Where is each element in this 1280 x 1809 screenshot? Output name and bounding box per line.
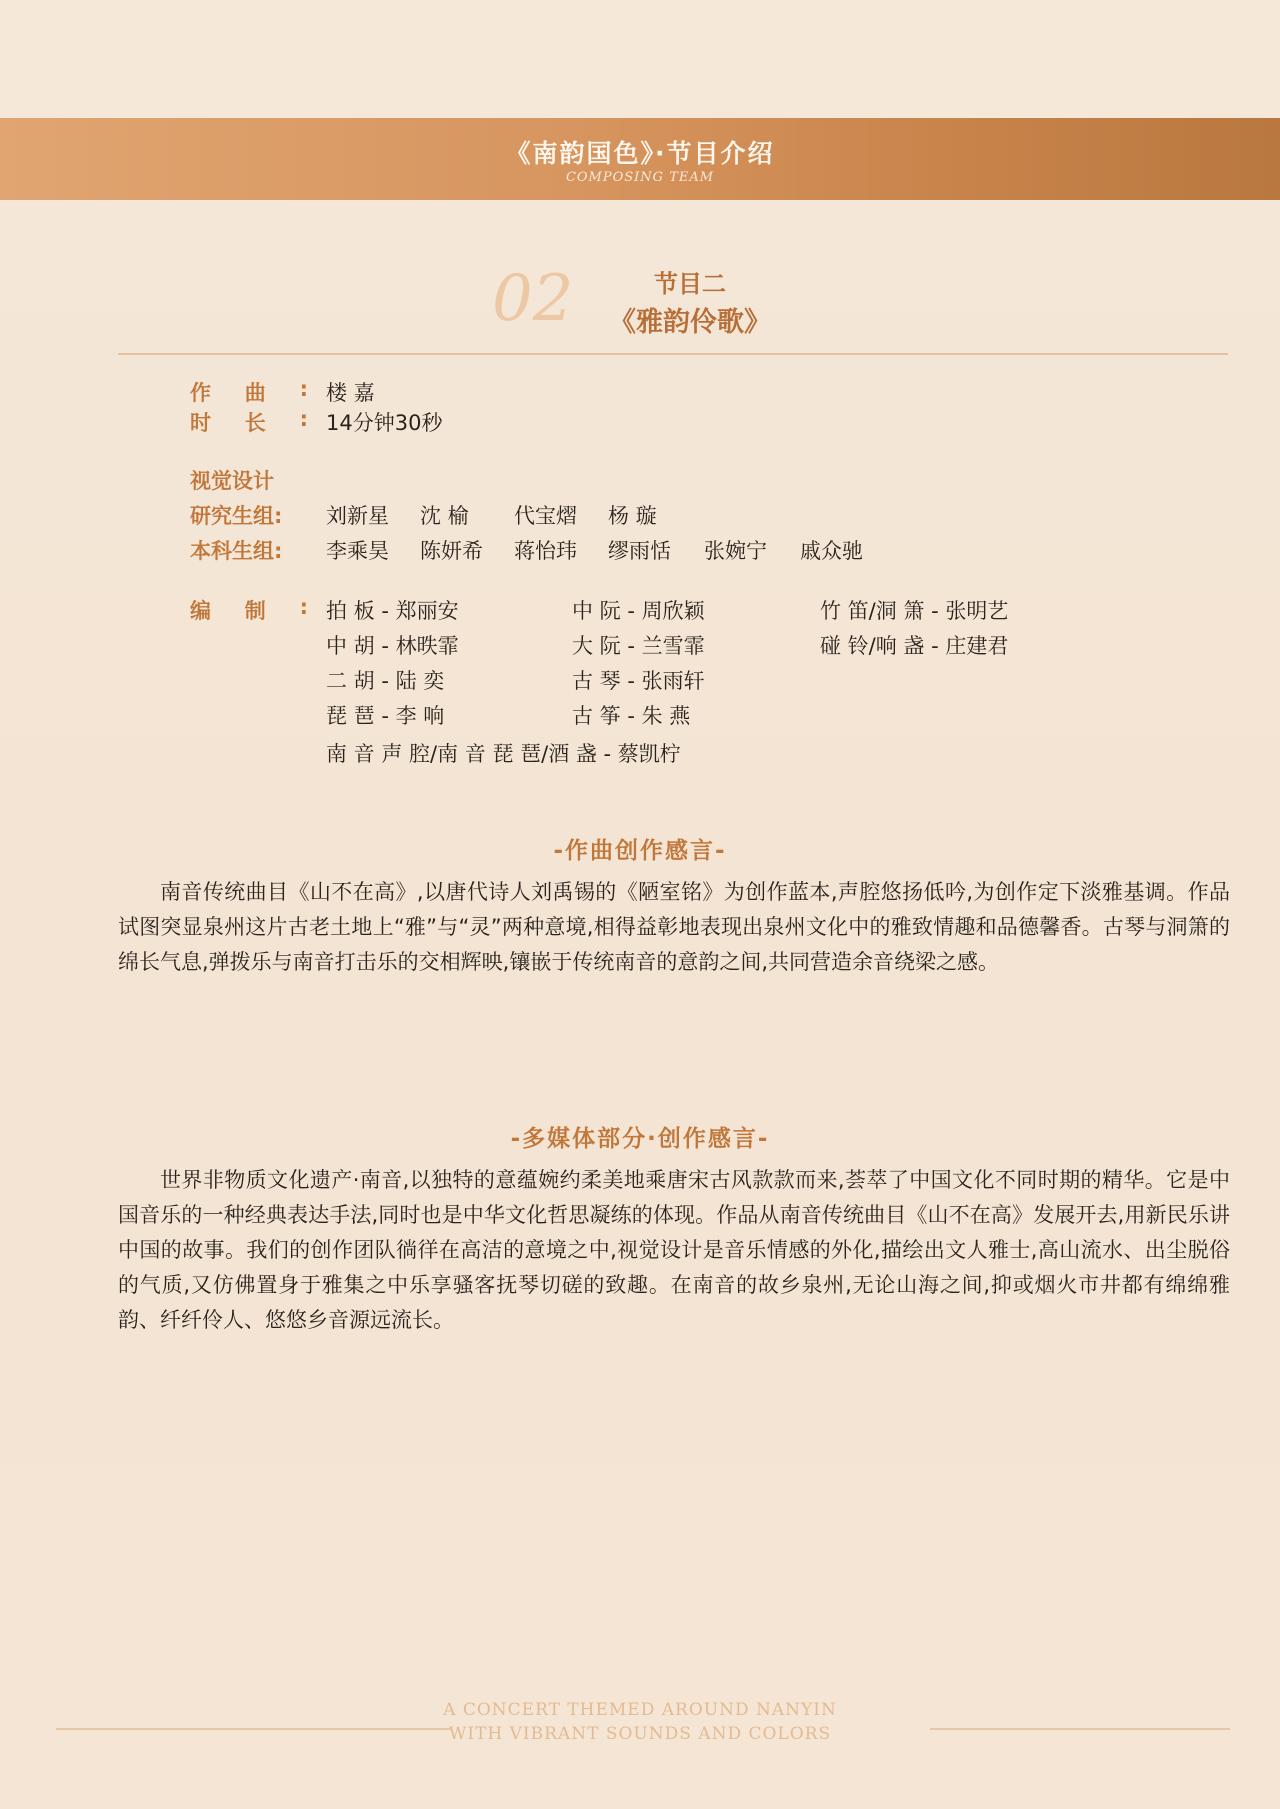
duration-row <box>0 407 1280 437</box>
grad-member: 刘新星 <box>326 504 389 528</box>
composer-row <box>0 377 1280 407</box>
composer-label: 作 曲 : <box>190 377 308 405</box>
grad-group-label: 研究生组: <box>190 504 283 528</box>
undergrad-group-row <box>0 535 1280 565</box>
composer-value: 楼 嘉 <box>326 381 375 405</box>
ensemble-entry: 中 胡 - 林昳霏 <box>326 634 459 658</box>
ensemble-entry: 古 琴 - 张雨轩 <box>572 669 705 693</box>
ensemble-entry: 竹 笛/洞 箫 - 张明艺 <box>820 599 1009 623</box>
composer-note-title: -作曲创作感言- <box>553 838 727 864</box>
ensemble-entry: 南 音 声 腔/南 音 琵 琶/酒 盏 - 蔡凯柠 <box>326 742 681 766</box>
duration-value: 14分钟30秒 <box>326 411 443 435</box>
grad-member: 杨 璇 <box>608 504 657 528</box>
ensemble-label: 编 制 : <box>190 595 308 623</box>
ensemble-row <box>0 595 1280 625</box>
duration-label: 时 长 : <box>190 407 308 435</box>
multimedia-note-title: -多媒体部分·创作感言- <box>510 1126 770 1152</box>
divider <box>118 353 1228 355</box>
program-number: 02 <box>492 262 574 336</box>
visual-design-heading: 视觉设计 <box>190 469 274 493</box>
multimedia-note-text: 世界非物质文化遗产·南音,以独特的意蕴婉约柔美地乘唐宋古风款款而来,荟萃了中国文化不同时期的精华。它是中国音乐的一种经典表达手法,同时也是中华文化哲思凝练的体现。作品从南音传统曲目《山不在高》发展开去,用新民乐讲中国的故事。我们的创作团队徜徉在高洁的意境之中,视觉设计是音乐情感的外化,描绘出文人雅士,高山流水、出尘脱俗的气质,又仿佛置身于雅集之中乐享骚客抚琴切磋的致趣。在南音的故乡泉州,无论山海之间,抑或烟火市井都有绵绵雅韵、纤纤伶人、悠悠乡音源远流长。 <box>118 1168 1230 1332</box>
undergrad-member: 缪雨恬 <box>608 539 671 563</box>
header-banner <box>0 118 1280 200</box>
ensemble-row <box>0 665 1280 695</box>
undergrad-member: 陈妍希 <box>420 539 483 563</box>
footer-line1: A CONCERT THEMED AROUND NANYIN <box>443 1700 837 1720</box>
ensemble-entry: 古 筝 - 朱 燕 <box>572 704 691 728</box>
grad-member: 代宝熠 <box>514 504 577 528</box>
undergrad-member: 蒋怡玮 <box>514 539 577 563</box>
visual-heading-row <box>0 465 1280 495</box>
grad-member: 沈 榆 <box>420 504 469 528</box>
footer-line2: WITH VIBRANT SOUNDS AND COLORS <box>448 1724 832 1744</box>
header-subtitle: COMPOSING TEAM <box>565 170 715 185</box>
header-title: 《南韵国色》·节目介绍 <box>505 139 775 168</box>
grad-group-row <box>0 500 1280 530</box>
ensemble-row <box>0 700 1280 730</box>
ensemble-entry: 琵 琶 - 李 响 <box>326 704 445 728</box>
undergrad-member: 张婉宁 <box>704 539 767 563</box>
ensemble-row <box>0 630 1280 660</box>
program-name: 《雅韵伶歌》 <box>609 307 771 338</box>
ensemble-entry: 碰 铃/响 盏 - 庄建君 <box>820 634 1009 658</box>
ensemble-row <box>0 738 1280 768</box>
undergrad-member: 李乘昊 <box>326 539 389 563</box>
ensemble-entry: 中 阮 - 周欣颖 <box>572 599 705 623</box>
undergrad-member: 戚众驰 <box>800 539 863 563</box>
program-label: 节目二 <box>654 270 726 298</box>
ensemble-entry: 大 阮 - 兰雪霏 <box>572 634 705 658</box>
ensemble-entry: 拍 板 - 郑丽安 <box>326 599 459 623</box>
ensemble-entry: 二 胡 - 陆 奕 <box>326 669 445 693</box>
composer-note-text: 南音传统曲目《山不在高》,以唐代诗人刘禹锡的《陋室铭》为创作蓝本,声腔悠扬低吟,为创作定下淡雅基调。作品试图突显泉州这片古老土地上“雅”与“灵”两种意境,相得益彰地表现出泉州文化中的雅致情趣和品德馨香。古琴与洞箫的绵长气息,弹拨乐与南音打击乐的交相辉映,镶嵌于传统南音的意韵之间,共同营造余音绕梁之感。 <box>118 880 1230 974</box>
undergrad-group-label: 本科生组: <box>190 539 283 563</box>
